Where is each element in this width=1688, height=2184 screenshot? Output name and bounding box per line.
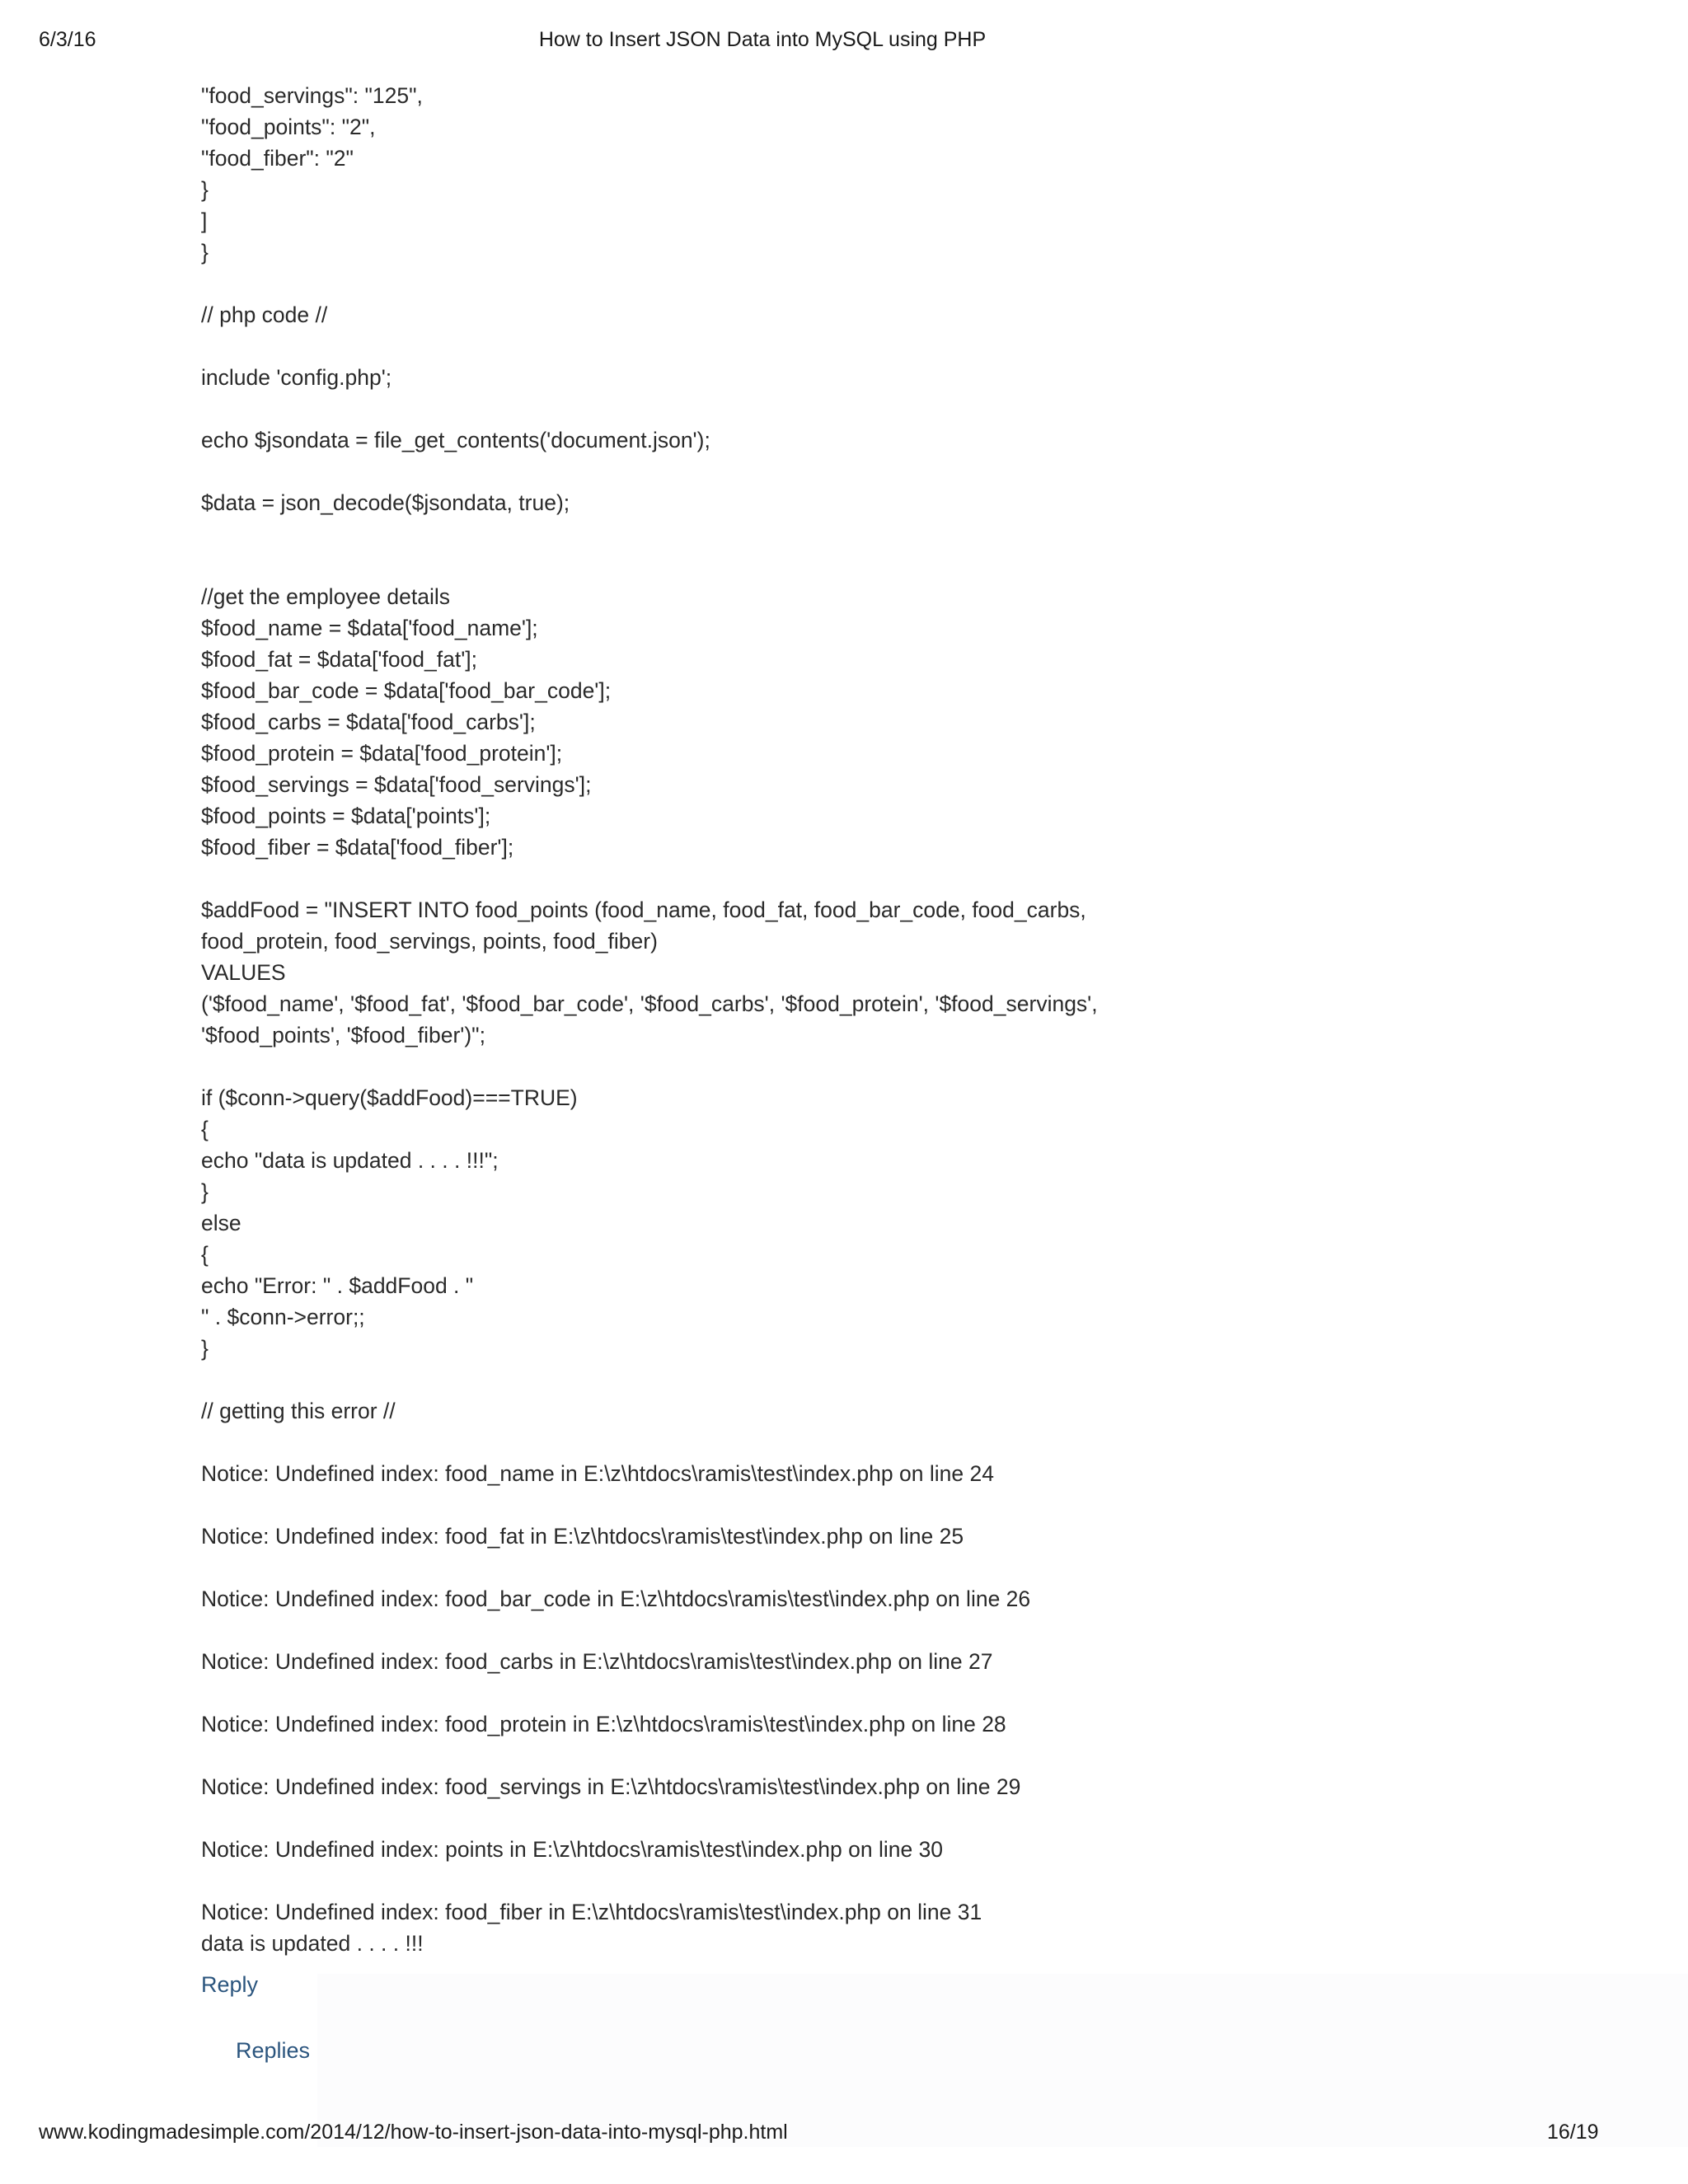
comment-line: echo "Error: " . $addFood . " <box>201 1273 474 1298</box>
comment-line: "food_points": "2", <box>201 115 376 139</box>
comment-line: $data = json_decode($jsondata, true); <box>201 490 570 515</box>
comment-line: ('$food_name', '$food_fat', '$food_bar_code', '$food_carbs', '$food_protein', '$food_servings', <box>201 991 1098 1016</box>
comment-body <box>201 80 1404 1959</box>
comment-line <box>201 1865 1404 1896</box>
print-date: 6/3/16 <box>39 28 96 51</box>
comment-line: Notice: Undefined index: food_protein in E:\z\htdocs\ramis\test\index.php on line 28 <box>201 1712 1006 1736</box>
footer-url: www.kodingmadesimple.com/2014/12/how-to-insert-json-data-into-mysql-php.html <box>39 2121 788 2144</box>
comment-line: $food_protein = $data['food_protein']; <box>201 741 563 766</box>
comment-line: "food_fiber": "2" <box>201 146 354 171</box>
comment-line <box>201 1615 1404 1646</box>
comment-line: Notice: Undefined index: points in E:\z\htdocs\ramis\test\index.php on line 30 <box>201 1837 944 1862</box>
comment-line <box>201 1364 1404 1395</box>
comment-line: Notice: Undefined index: food_carbs in E:\z\htdocs\ramis\test\index.php on line 27 <box>201 1649 993 1674</box>
comment-line: "food_servings": "125", <box>201 83 423 108</box>
replies-link[interactable]: Replies <box>236 2038 311 2063</box>
comment-line: VALUES <box>201 960 286 985</box>
comment-line: $addFood = "INSERT INTO food_points (food_name, food_fat, food_bar_code, food_carbs, <box>201 898 1086 922</box>
comment-line <box>201 863 1404 894</box>
comment-line: $food_bar_code = $data['food_bar_code']; <box>201 678 612 703</box>
comment-line: Notice: Undefined index: food_fiber in E:\z\htdocs\ramis\test\index.php on line 31 <box>201 1900 982 1924</box>
comment-line: } <box>201 1336 209 1361</box>
comment-line: } <box>201 1179 209 1204</box>
comment-line <box>201 518 1404 550</box>
reply-link[interactable]: Reply <box>201 1972 259 1997</box>
comment-line <box>201 1802 1404 1834</box>
comment-line <box>201 550 1404 581</box>
comment-line: $food_fiber = $data['food_fiber']; <box>201 835 514 860</box>
comment-line <box>201 393 1404 424</box>
comment-line: ] <box>201 209 208 233</box>
comment-line: $food_fat = $data['food_fat']; <box>201 647 478 672</box>
comment-line: include 'config.php'; <box>201 365 392 390</box>
comment-line: " . $conn->error;; <box>201 1305 365 1329</box>
comment-line: Notice: Undefined index: food_name in E:\z\htdocs\ramis\test\index.php on line 24 <box>201 1461 994 1486</box>
comment-line <box>201 1489 1404 1521</box>
comment-line: { <box>201 1242 209 1267</box>
comment-line: { <box>201 1117 209 1141</box>
comment-line: Notice: Undefined index: food_bar_code in E:\z\htdocs\ramis\test\index.php on line 26 <box>201 1586 1031 1611</box>
comment-line: data is updated . . . . !!! <box>201 1931 424 1956</box>
comment-line: } <box>201 177 209 202</box>
comment-line: $food_servings = $data['food_servings']; <box>201 772 592 797</box>
comment-line <box>201 1051 1404 1082</box>
comment-line <box>201 330 1404 362</box>
comment-line: // php code // <box>201 302 328 327</box>
comment-line: food_protein, food_servings, points, food_fiber) <box>201 929 658 954</box>
comment-line <box>201 268 1404 299</box>
comment-line: $food_points = $data['points']; <box>201 804 491 828</box>
comment-line: echo "data is updated . . . . !!!"; <box>201 1148 499 1173</box>
comment-line: } <box>201 240 209 265</box>
page-title: How to Insert JSON Data into MySQL using PHP <box>538 28 987 51</box>
comment-line: $food_name = $data['food_name']; <box>201 616 538 640</box>
comment-line: // getting this error // <box>201 1399 396 1423</box>
comment-line <box>201 1677 1404 1708</box>
comment-line <box>201 456 1404 487</box>
page-header <box>0 28 1688 61</box>
comment-line: //get the employee details <box>201 584 450 609</box>
page-number: 16/19 <box>1547 2121 1599 2144</box>
comment-line <box>201 1740 1404 1771</box>
comment-line: Notice: Undefined index: food_fat in E:\z\htdocs\ramis\test\index.php on line 25 <box>201 1524 964 1549</box>
comment-line: '$food_points', '$food_fiber')"; <box>201 1023 485 1047</box>
comment-line: else <box>201 1211 241 1235</box>
comment-line: Notice: Undefined index: food_servings in E:\z\htdocs\ramis\test\index.php on line 29 <box>201 1774 1021 1799</box>
comment-line: $food_carbs = $data['food_carbs']; <box>201 710 536 734</box>
comment-line <box>201 1427 1404 1458</box>
comment-line: echo $jsondata = file_get_contents('document.json'); <box>201 428 710 452</box>
comment-line <box>201 1552 1404 1583</box>
comment-line: if ($conn->query($addFood)===TRUE) <box>201 1085 578 1110</box>
